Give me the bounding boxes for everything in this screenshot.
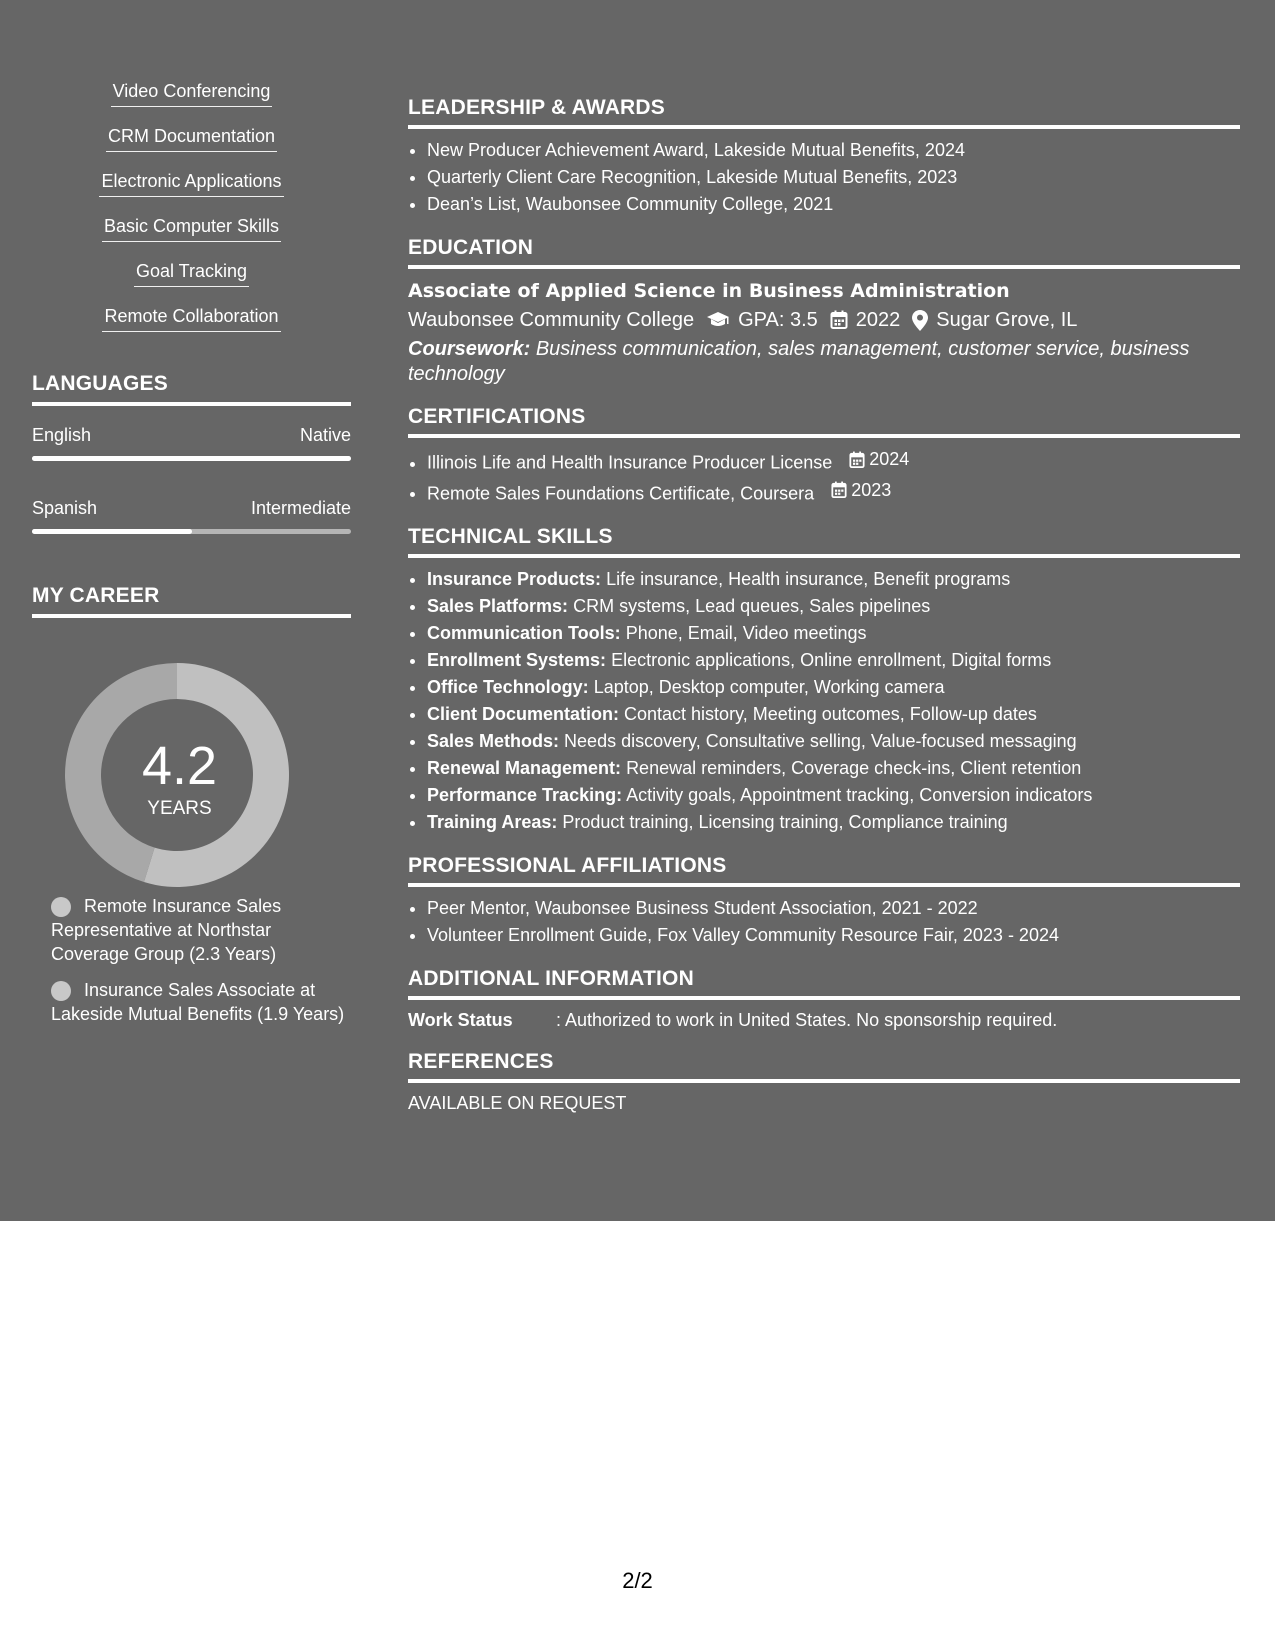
languages-heading: LANGUAGES <box>32 372 351 406</box>
references-section <box>408 1050 1240 1114</box>
degree-title: Associate of Applied Science in Business Administration <box>408 280 1010 302</box>
coursework-label: Coursework: <box>408 338 531 360</box>
page-number: 2/2 <box>622 1568 653 1593</box>
list-item: • Renewal Management: Renewal reminders, Coverage check-ins, Client retention <box>427 755 1240 782</box>
career-list <box>32 894 351 1026</box>
leadership-heading: LEADERSHIP & AWARDS <box>408 96 1240 129</box>
career-item: Remote Insurance Sales Representative at Northstar Coverage Group (2.3 Years) <box>51 896 282 964</box>
list-item: • Enrollment Systems: Electronic applications, Online enrollment, Digital forms <box>427 647 1240 674</box>
certifications-heading: CERTIFICATIONS <box>408 405 1240 438</box>
list-item: • Volunteer Enrollment Guide, Fox Valley Community Resource Fair, 2023 - 2024 <box>427 922 1240 949</box>
gpa: GPA: 3.5 <box>738 309 818 331</box>
list-item: • Client Documentation: Contact history, Meeting outcomes, Follow-up dates <box>427 701 1240 728</box>
additional-heading: ADDITIONAL INFORMATION <box>408 967 1240 1000</box>
list-item: • Communication Tools: Phone, Email, Video meetings <box>427 620 1240 647</box>
career-total: 4.2 <box>141 736 218 796</box>
leadership-list <box>408 137 1240 218</box>
list-item: • New Producer Achievement Award, Lakeside Mutual Benefits, 2024 <box>427 137 1240 164</box>
affiliations-list <box>408 895 1240 949</box>
language-row <box>32 424 351 446</box>
legend-dot <box>51 981 71 1001</box>
certification-year: 2023 <box>851 479 892 500</box>
education-section <box>408 236 1240 387</box>
certifications-list <box>408 446 1240 507</box>
career-chart <box>32 618 351 878</box>
language-bar <box>32 456 351 461</box>
school-name: Waubonsee Community College <box>408 309 695 331</box>
calendar-icon <box>849 451 865 469</box>
career-unit: YEARS <box>147 798 212 819</box>
affiliations-heading: PROFESSIONAL AFFILIATIONS <box>408 854 1240 887</box>
language-level: Native <box>299 425 351 445</box>
list-item: • Performance Tracking: Activity goals, Appointment tracking, Conversion indicators <box>427 782 1240 809</box>
language-name: English <box>32 425 92 445</box>
certification-year: 2024 <box>869 449 910 469</box>
skill-item: Electronic Applications <box>32 170 351 199</box>
affiliations-section <box>408 854 1240 949</box>
list-item: • Sales Methods: Needs discovery, Consultative selling, Value-focused messaging <box>427 728 1240 755</box>
skill-item: Remote Collaboration <box>32 305 351 334</box>
skill-item: CRM Documentation <box>32 125 351 154</box>
list-item: • Office Technology: Laptop, Desktop computer, Working camera <box>427 674 1240 701</box>
language-bar-fill <box>32 529 192 534</box>
list-item <box>427 477 1240 508</box>
language-row <box>32 497 351 519</box>
right-column <box>408 96 1240 1132</box>
certification-name: Remote Sales Foundations Certificate, Coursera <box>427 483 815 503</box>
list-item: • Insurance Products: Life insurance, Health insurance, Benefit programs <box>427 566 1240 593</box>
technical-skills-list <box>408 566 1240 836</box>
legend-dot <box>51 897 71 917</box>
graduation-cap-icon <box>706 311 730 329</box>
career-item: Insurance Sales Associate at Lakeside Mutual Benefits (1.9 Years) <box>51 980 345 1024</box>
location-pin-icon <box>912 310 928 331</box>
career-heading: MY CAREER <box>32 584 351 618</box>
skill-item: Basic Computer Skills <box>32 215 351 244</box>
list-item: • Peer Mentor, Waubonsee Business Student Association, 2021 - 2022 <box>427 895 1240 922</box>
list-item: • Training Areas: Product training, Licensing training, Compliance training <box>427 809 1240 836</box>
language-name: Spanish <box>32 498 98 518</box>
certifications-section <box>408 405 1240 507</box>
education-meta <box>408 305 1240 335</box>
coursework-text: Business communication, sales management, customer service, business technology <box>408 338 1190 385</box>
work-status-label: Work Status <box>408 1010 513 1030</box>
skills-list <box>32 80 351 334</box>
skill-item: Video Conferencing <box>32 80 351 109</box>
work-status-row <box>408 1008 1240 1032</box>
coursework <box>408 337 1240 387</box>
technical-skills-section <box>408 525 1240 836</box>
certification-name: Illinois Life and Health Insurance Producer License <box>427 452 833 473</box>
language-bar-fill <box>32 456 351 461</box>
list-item: • Quarterly Client Care Recognition, Lakeside Mutual Benefits, 2023 <box>427 164 1240 191</box>
education-heading: EDUCATION <box>408 236 1240 269</box>
list-item: • Sales Platforms: CRM systems, Lead queues, Sales pipelines <box>427 593 1240 620</box>
language-bar <box>32 529 351 534</box>
additional-section <box>408 967 1240 1032</box>
technical-skills-heading: TECHNICAL SKILLS <box>408 525 1240 558</box>
skill-item: Goal Tracking <box>32 260 351 289</box>
calendar-icon <box>831 481 847 499</box>
list-item <box>427 446 1240 477</box>
list-item: • Dean’s List, Waubonsee Community College, 2021 <box>427 191 1240 218</box>
calendar-icon <box>830 310 848 330</box>
school-location: Sugar Grove, IL <box>936 309 1078 331</box>
languages-section <box>32 424 351 534</box>
leadership-section <box>408 96 1240 218</box>
language-level: Intermediate <box>250 498 351 518</box>
references-heading: REFERENCES <box>408 1050 1240 1083</box>
graduation-year: 2022 <box>855 309 901 331</box>
work-status-value: : Authorized to work in United States. No sponsorship required. <box>556 1010 1058 1030</box>
left-column <box>32 80 351 1038</box>
references-text: AVAILABLE ON REQUEST <box>408 1093 627 1113</box>
